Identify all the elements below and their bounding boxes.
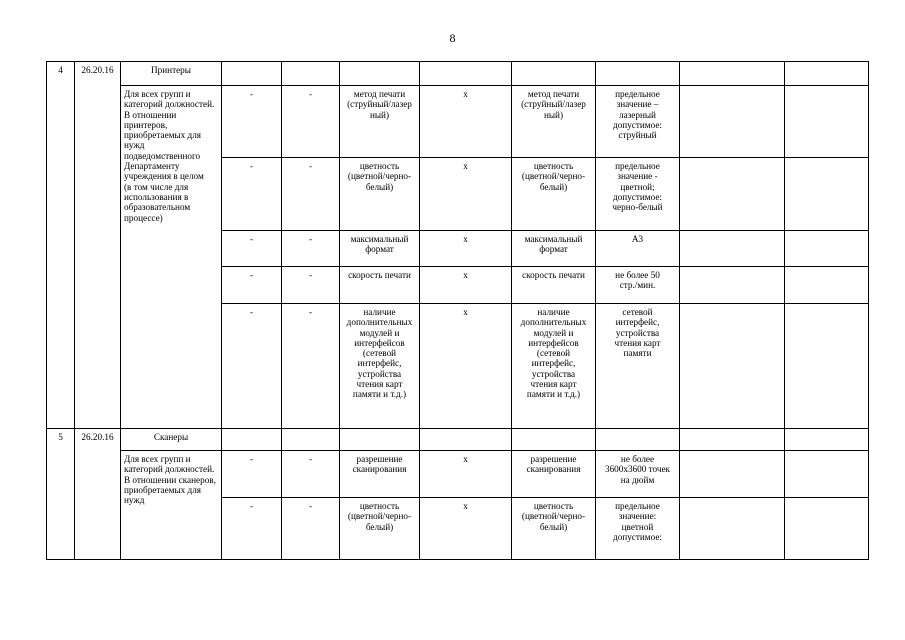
empty-cell	[340, 62, 420, 86]
char-cell: x	[420, 86, 512, 158]
char-cell: x	[420, 304, 512, 429]
empty-cell	[420, 429, 512, 451]
char-cell: -	[222, 267, 282, 304]
empty-cell	[680, 62, 785, 86]
characteristic-name: цветность (цветной/черно- белый)	[512, 158, 596, 231]
item-name: Сканеры	[121, 429, 222, 451]
empty-cell	[785, 304, 869, 429]
empty-cell	[340, 429, 420, 451]
empty-cell	[785, 498, 869, 560]
empty-cell	[785, 267, 869, 304]
characteristic-value: не более 3600х3600 точек на дюйм	[596, 451, 680, 498]
characteristic-value: предельное значение: цветной допустимое:	[596, 498, 680, 560]
page-number: 8	[449, 31, 456, 45]
characteristic-value: сетевой интерфейс, устройства чтения карт памяти	[596, 304, 680, 429]
empty-cell	[680, 267, 785, 304]
empty-cell	[596, 62, 680, 86]
empty-cell	[680, 429, 785, 451]
characteristic-name: наличие дополнительных модулей и интерфейсов (сетевой интерфейс, устройства чтения карт памяти и т.д.)	[512, 304, 596, 429]
characteristic-value: не более 50 стр./мин.	[596, 267, 680, 304]
empty-cell	[785, 158, 869, 231]
characteristic-name: максимальный формат	[340, 231, 420, 267]
char-cell: -	[222, 231, 282, 267]
okpd-code: 26.20.16	[75, 62, 121, 429]
characteristic-value: А3	[596, 231, 680, 267]
characteristic-name: скорость печати	[340, 267, 420, 304]
employee-group: Для всех групп и категорий должностей. В отношении принтеров, приобретаемых для нужд подведомственного Департаменту учреждения в целом (в том числе для использования в образовательном процессе)	[121, 86, 222, 429]
characteristic-name: разрешение сканирования	[340, 451, 420, 498]
table-row	[47, 451, 869, 498]
char-cell: x	[420, 158, 512, 231]
characteristic-name: метод печати (струйный/лазер ный)	[340, 86, 420, 158]
okpd-code: 26.20.16	[75, 429, 121, 560]
empty-cell	[785, 451, 869, 498]
empty-cell	[680, 304, 785, 429]
char-cell: x	[420, 498, 512, 560]
empty-cell	[222, 62, 282, 86]
table-row	[47, 62, 869, 86]
table-row	[47, 86, 869, 158]
empty-cell	[680, 86, 785, 158]
row-number: 4	[47, 62, 75, 429]
empty-cell	[680, 451, 785, 498]
char-cell: x	[420, 451, 512, 498]
char-cell: x	[420, 267, 512, 304]
char-cell: -	[282, 267, 340, 304]
empty-cell	[680, 498, 785, 560]
empty-cell	[785, 86, 869, 158]
employee-group: Для всех групп и категорий должностей. В отношении сканеров, приобретаемых для нужд	[121, 451, 222, 560]
char-cell: -	[282, 451, 340, 498]
empty-cell	[282, 429, 340, 451]
char-cell: -	[222, 86, 282, 158]
char-cell: -	[222, 304, 282, 429]
characteristic-name: метод печати (струйный/лазер ный)	[512, 86, 596, 158]
empty-cell	[420, 62, 512, 86]
characteristic-name: наличие дополнительных модулей и интерфейсов (сетевой интерфейс, устройства чтения карт памяти и т.д.)	[340, 304, 420, 429]
row-number: 5	[47, 429, 75, 560]
characteristic-name: цветность (цветной/черно- белый)	[512, 498, 596, 560]
char-cell: -	[282, 158, 340, 231]
empty-cell	[512, 62, 596, 86]
char-cell: -	[282, 86, 340, 158]
empty-cell	[512, 429, 596, 451]
char-cell: -	[282, 304, 340, 429]
empty-cell	[680, 158, 785, 231]
characteristic-name: цветность (цветной/черно- белый)	[340, 498, 420, 560]
characteristic-name: разрешение сканирования	[512, 451, 596, 498]
empty-cell	[596, 429, 680, 451]
spec-table	[46, 61, 869, 560]
char-cell: -	[222, 451, 282, 498]
empty-cell	[785, 231, 869, 267]
characteristic-name: максимальный формат	[512, 231, 596, 267]
characteristic-value: предельное значение - цветной; допустимое: черно-белый	[596, 158, 680, 231]
table-row	[47, 429, 869, 451]
char-cell: x	[420, 231, 512, 267]
item-name: Принтеры	[121, 62, 222, 86]
empty-cell	[680, 231, 785, 267]
empty-cell	[282, 62, 340, 86]
empty-cell	[222, 429, 282, 451]
char-cell: -	[222, 498, 282, 560]
empty-cell	[785, 62, 869, 86]
characteristic-value: предельное значение – лазерный допустимое: струйный	[596, 86, 680, 158]
char-cell: -	[222, 158, 282, 231]
char-cell: -	[282, 231, 340, 267]
characteristic-name: скорость печати	[512, 267, 596, 304]
char-cell: -	[282, 498, 340, 560]
characteristic-name: цветность (цветной/черно- белый)	[340, 158, 420, 231]
empty-cell	[785, 429, 869, 451]
